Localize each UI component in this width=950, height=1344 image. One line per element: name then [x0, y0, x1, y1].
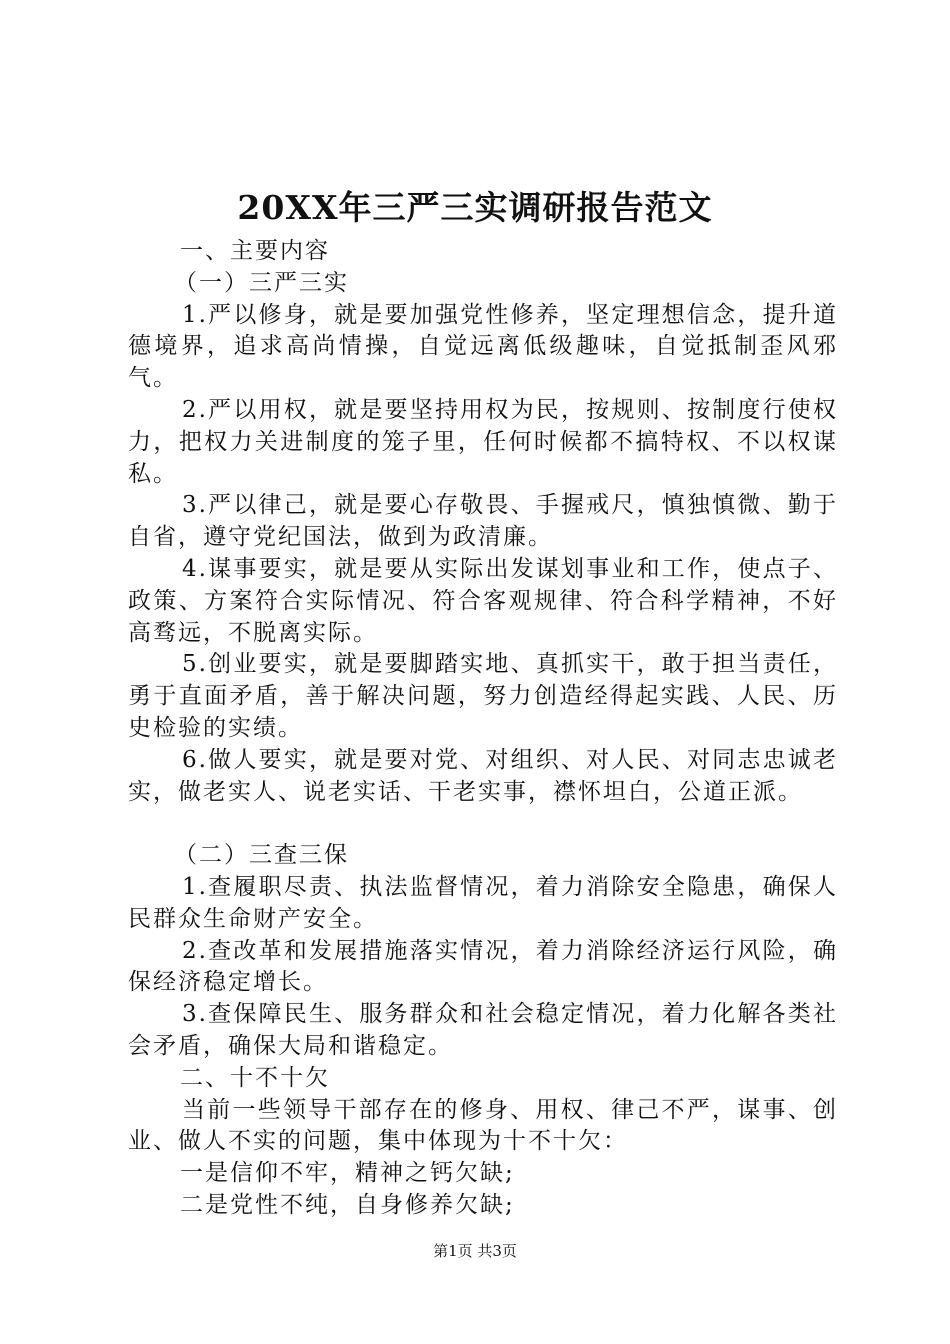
page-footer: 第1页 共3页	[433, 1242, 517, 1260]
paragraph-item: 5.创业要实，就是要脚踏实地、真抓实干，敢于担当责任，勇于直面矛盾，善于解决问题，努力创造经得起实践、人民、历史检验的实绩。	[128, 651, 838, 741]
subsection-heading-three-checks: （二）三查三保	[174, 842, 349, 869]
list-item: 二是党性不纯，自身修养欠缺;	[180, 1191, 515, 1218]
paragraph-item: 6.做人要实，就是要对党、对组织、对人民、对同志忠诚老实，做老实人、说老实话、干老实事，襟怀坦白，公道正派。	[128, 746, 838, 805]
document-title: 20XX年三严三实调研报告范文	[237, 188, 713, 227]
paragraph-item: 2.严以用权，就是要坚持用权为民，按规则、按制度行使权力，把权力关进制度的笼子里，任何时候都不搞特权、不以权谋私。	[128, 396, 838, 487]
paragraph-item: 1.严以修身，就是要加强党性修养，坚定理想信念，提升道德境界，追求高尚情操，自觉远离低级趣味，自觉抵制歪风邪气。	[128, 301, 838, 392]
section-heading-ten-deficiencies: 二、十不十欠	[180, 1064, 330, 1091]
list-item: 一是信仰不牢，精神之钙欠缺;	[180, 1160, 515, 1187]
paragraph-item: 3.严以律己，就是要心存敬畏、手握戒尺，慎独慎微、勤于自省，遵守党纪国法，做到为政清廉。	[128, 492, 838, 551]
paragraph-item: 3.查保障民生、服务群众和社会稳定情况，着力化解各类社会矛盾，确保大局和谐稳定。	[128, 1001, 838, 1059]
paragraph-intro: 当前一些领导干部存在的修身、用权、律己不严，谋事、创业、做人不实的问题，集中体现为十不十欠：	[128, 1096, 838, 1155]
paragraph-item: 2.查改革和发展措施落实情况，着力消除经济运行风险，确保经济稳定增长。	[128, 937, 838, 996]
section-heading-main-content: 一、主要内容	[180, 238, 330, 264]
blank-line	[128, 808, 838, 840]
subsection-heading-three-stricts: （一）三严三实	[174, 269, 349, 296]
document-body	[128, 236, 838, 1222]
paragraph-item: 4.谋事要实，就是要从实际出发谋划事业和工作，使点子、政策、方案符合实际情况、符合客观规律、符合科学精神，不好高骛远，不脱离实际。	[128, 555, 838, 646]
paragraph-item: 1.查履职尽责、执法监督情况，着力消除安全隐患，确保人民群众生命财产安全。	[128, 873, 838, 932]
